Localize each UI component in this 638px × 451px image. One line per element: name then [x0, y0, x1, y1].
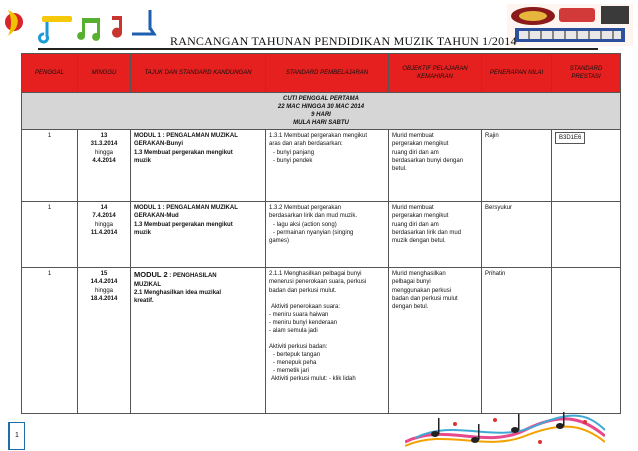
- standard-line: Aktiviti perkusi mulut: - klik lidah: [271, 376, 356, 383]
- annual-plan-table: [21, 53, 621, 414]
- header-minggu: MINGGU: [78, 54, 131, 93]
- tajuk-line: MODUL 1 : PENGALAMAN MUZIKAL: [134, 133, 238, 140]
- standard-line: 1.3.2 Membuat pergerakan: [269, 205, 342, 212]
- objektif-line: muzik dengan betul.: [392, 237, 446, 244]
- objektif-line: dengan betul.: [392, 303, 429, 310]
- module-label: MODUL 2: [134, 270, 168, 280]
- holiday-line: CUTI PENGGAL PERTAMA: [282, 96, 359, 102]
- module-label-rest: : PENGHASILAN: [169, 273, 217, 280]
- cell-objektif: [389, 130, 482, 202]
- standard-line: games): [269, 237, 290, 244]
- week-number: 15: [100, 271, 108, 278]
- tajuk-line: GERAKAN-Mud: [134, 213, 179, 220]
- cell-nilai: Bersyukur: [482, 202, 552, 268]
- table-row: [22, 268, 621, 414]
- tajuk-line: muzik: [134, 157, 152, 164]
- week-number: 13: [100, 133, 108, 140]
- title-divider: [38, 48, 598, 50]
- tajuk-line: [134, 270, 262, 280]
- standard-line: badan dan perkusi mulut.: [269, 287, 337, 294]
- objektif-line: pergerakan mengikut: [392, 141, 449, 148]
- objektif-line: pergerakan mengikut: [392, 213, 449, 220]
- page-number: 1: [8, 422, 25, 450]
- holiday-row: [22, 93, 621, 130]
- cell-nilai: Rajin: [482, 130, 552, 202]
- header-prestasi: STANDARD PRESTASI: [552, 54, 621, 93]
- objektif-line: betul.: [392, 165, 407, 172]
- cell-nilai: Prihatin: [482, 268, 552, 414]
- cell-tajuk: [131, 268, 266, 414]
- cell-prestasi: [552, 268, 621, 414]
- week-date: 14.4.2014: [90, 279, 118, 286]
- tajuk-line: MUZIKAL: [134, 281, 161, 288]
- cell-objektif: [389, 202, 482, 268]
- cell-standard: [266, 130, 389, 202]
- standard-line: aras dan arah berdasarkan:: [269, 141, 343, 148]
- cell-objektif: [389, 268, 482, 414]
- week-date: hingga: [94, 149, 114, 156]
- tajuk-line: 1.3 Membuat pergerakan mengikut: [134, 149, 233, 156]
- page-title: RANCANGAN TAHUNAN PENDIDIKAN MUZIK TAHUN 1/2014: [170, 34, 517, 48]
- standard-line: Aktiviti penerokaan suara:: [271, 303, 341, 310]
- objektif-line: pelbagai bunyi: [392, 279, 431, 286]
- cell-penggal: 1: [22, 268, 78, 414]
- header-standard-pembelajaran: STANDARD PEMBELAJARAN: [266, 54, 389, 93]
- standard-line: [269, 335, 385, 343]
- standard-line: - menepuk peha: [273, 360, 317, 367]
- standard-line: - meniru bunyi kenderaan: [269, 319, 338, 326]
- cell-minggu: [78, 268, 131, 414]
- objektif-line: ruang diri dan am: [392, 221, 439, 228]
- table-row: [22, 130, 621, 202]
- standard-line: 1.3.1 Membuat pergerakan mengikut: [269, 133, 368, 140]
- week-date: 11.4.2014: [90, 229, 118, 236]
- prestasi-code: B3D1E6: [555, 132, 585, 144]
- cell-penggal: 1: [22, 202, 78, 268]
- music-notes-wave-icon: [405, 412, 605, 451]
- standard-line: - alam semula jadi: [269, 327, 318, 334]
- music-notes-logo-icon: [2, 6, 162, 46]
- cell-tajuk: [131, 130, 266, 202]
- week-date: hingga: [94, 221, 114, 228]
- standard-line: - permainan nyanyian (singing: [273, 229, 354, 236]
- holiday-line: 9 HARI: [311, 112, 331, 119]
- header-penggal: PENGGAL: [22, 54, 78, 93]
- week-date: 4.4.2014: [92, 157, 116, 164]
- objektif-line: menggunakan perkusi: [392, 287, 452, 294]
- objektif-line: berdasarkan lirik dan mud: [392, 229, 462, 236]
- tajuk-line: GERAKAN-Bunyi: [134, 141, 183, 148]
- week-date: 18.4.2014: [90, 295, 118, 302]
- cell-penggal: 1: [22, 130, 78, 202]
- objektif-line: Murid membuat: [392, 133, 434, 140]
- objektif-line: berdasarkan bunyi dengan: [392, 157, 464, 164]
- cell-standard: [266, 202, 389, 268]
- standard-line: [269, 295, 385, 303]
- table-header-row: [22, 54, 621, 93]
- cell-prestasi: [552, 130, 621, 202]
- cell-minggu: [78, 130, 131, 202]
- cell-tajuk: [131, 202, 266, 268]
- tajuk-line: kreatif.: [134, 297, 154, 304]
- objektif-line: badan dan perkusi mulut: [392, 295, 458, 302]
- standard-line: - memetik jari: [273, 368, 310, 375]
- standard-line: menerusi penerokaan suara, perkusi: [269, 279, 367, 286]
- cell-standard: [266, 268, 389, 414]
- week-number: 14: [100, 205, 108, 212]
- header-tajuk: TAJUK DAN STANDARD KANDUNGAN: [131, 54, 266, 93]
- standard-line: berdasarkan lirik dan mud muzik.: [269, 213, 358, 220]
- standard-line: - bertepuk tangan: [273, 352, 321, 359]
- holiday-line: 22 MAC HINGGA 30 MAC 2014: [277, 104, 365, 111]
- instruments-logo-icon: [505, 2, 635, 48]
- standard-line: - bunyi pendek: [273, 157, 313, 164]
- week-date: 7.4.2014: [92, 213, 116, 220]
- tajuk-line: 2.1 Menghasilkan idea muzikal: [134, 289, 222, 296]
- header-objektif: OBJEKTIF PELAJARAN KEMAHIRAN: [389, 54, 482, 93]
- standard-line: - lagu aksi (action song): [273, 221, 337, 228]
- standard-line: Aktiviti perkusi badan:: [269, 344, 328, 351]
- cell-minggu: [78, 202, 131, 268]
- standard-line: 2.1.1 Menghasilkan pelbagai bunyi: [269, 271, 362, 278]
- holiday-cell: [22, 93, 621, 130]
- objektif-line: Murid membuat: [392, 205, 434, 212]
- cell-prestasi: [552, 202, 621, 268]
- holiday-line: MULA HARI SABTU: [293, 120, 349, 127]
- tajuk-line: muzik: [134, 229, 152, 236]
- week-date: 31.3.2014: [90, 141, 118, 148]
- objektif-line: ruang diri dan am: [392, 149, 439, 156]
- tajuk-line: MODUL 1 : PENGALAMAN MUZIKAL: [134, 205, 238, 212]
- header-penerapan: PENERAPAN NILAI: [482, 54, 552, 93]
- week-date: hingga: [94, 287, 114, 294]
- standard-line: - meniru suara haiwan: [269, 311, 329, 318]
- standard-line: - bunyi panjang: [273, 149, 315, 156]
- tajuk-line: 1.3 Membuat pergerakan mengikut: [134, 221, 233, 228]
- objektif-line: Murid menghasilkan: [392, 271, 446, 278]
- table-row: [22, 202, 621, 268]
